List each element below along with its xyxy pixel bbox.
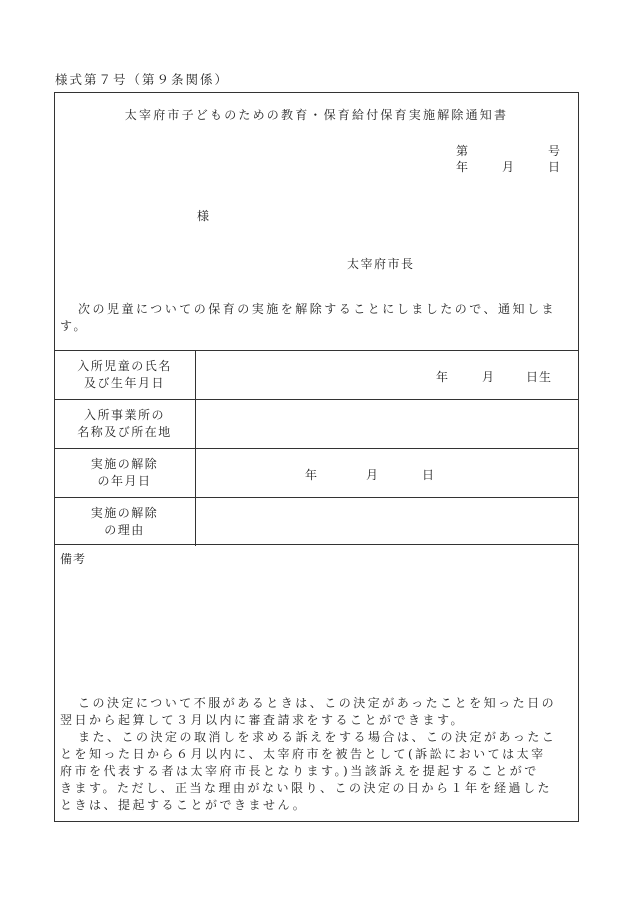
date-year: 年 <box>456 160 469 174</box>
number-prefix: 第 <box>456 144 469 158</box>
remarks-label: 備考 <box>60 552 87 566</box>
footer-line-4: とを知った日から６月以内に、太宰府市を被告として(訴訟においては太宰 <box>60 747 546 761</box>
release-date-value <box>196 449 580 498</box>
table-row <box>54 498 579 547</box>
footer-line-6: きます。ただし、正当な理由がない限り、この決定の日から１年を経過した <box>60 781 553 795</box>
child-name-label: 入所児童の氏名 及び生年月日 <box>54 351 196 400</box>
release-date-label: 実施の解除 の年月日 <box>54 449 196 498</box>
release-month-label: 月 <box>366 468 380 482</box>
release-reason-value <box>196 498 580 547</box>
details-table <box>54 350 579 546</box>
document-title: 太宰府市子どものための教育・保育給付保育実施解除通知書 <box>124 108 509 122</box>
addressee-suffix: 様 <box>197 209 210 223</box>
notice-text-line-1: 次の児童についての保育の実施を解除することにしましたので、通知しま <box>78 302 557 316</box>
table-bottom-border <box>54 544 579 545</box>
footer-line-3: また、この決定の取消しを求める訴えをする場合は、この決定があったこ <box>78 730 557 744</box>
birth-month-label: 月 <box>482 370 496 384</box>
release-day-label: 日 <box>422 468 436 482</box>
birth-day-label: 日生 <box>526 370 553 384</box>
footer-line-7: ときは、提起することができません。 <box>60 798 308 812</box>
form-number-label: 様式第７号（第９条関係） <box>55 72 230 87</box>
date-month: 月 <box>502 160 515 174</box>
table-row <box>54 351 579 400</box>
birth-year-label: 年 <box>436 370 450 384</box>
issuer-name: 太宰府市長 <box>347 257 415 271</box>
date-day: 日 <box>548 160 561 174</box>
notice-text-line-2: す。 <box>60 319 89 333</box>
footer-line-5: 府市を代表する者は太宰府市長となります。)当該訴えを提起することがで <box>60 764 539 778</box>
child-name-value <box>196 351 580 400</box>
footer-line-1: この決定について不服があるときは、この決定があったことを知った日の <box>78 696 557 710</box>
table-row <box>54 449 579 498</box>
facility-label: 入所事業所の 名称及び所在地 <box>54 400 196 449</box>
number-suffix: 号 <box>548 144 561 158</box>
footer-line-2: 翌日から起算して３月以内に審査請求をすることができます。 <box>60 713 466 727</box>
table-row <box>54 400 579 449</box>
release-reason-label: 実施の解除 の理由 <box>54 498 196 547</box>
facility-value <box>196 400 580 449</box>
release-year-label: 年 <box>305 468 319 482</box>
